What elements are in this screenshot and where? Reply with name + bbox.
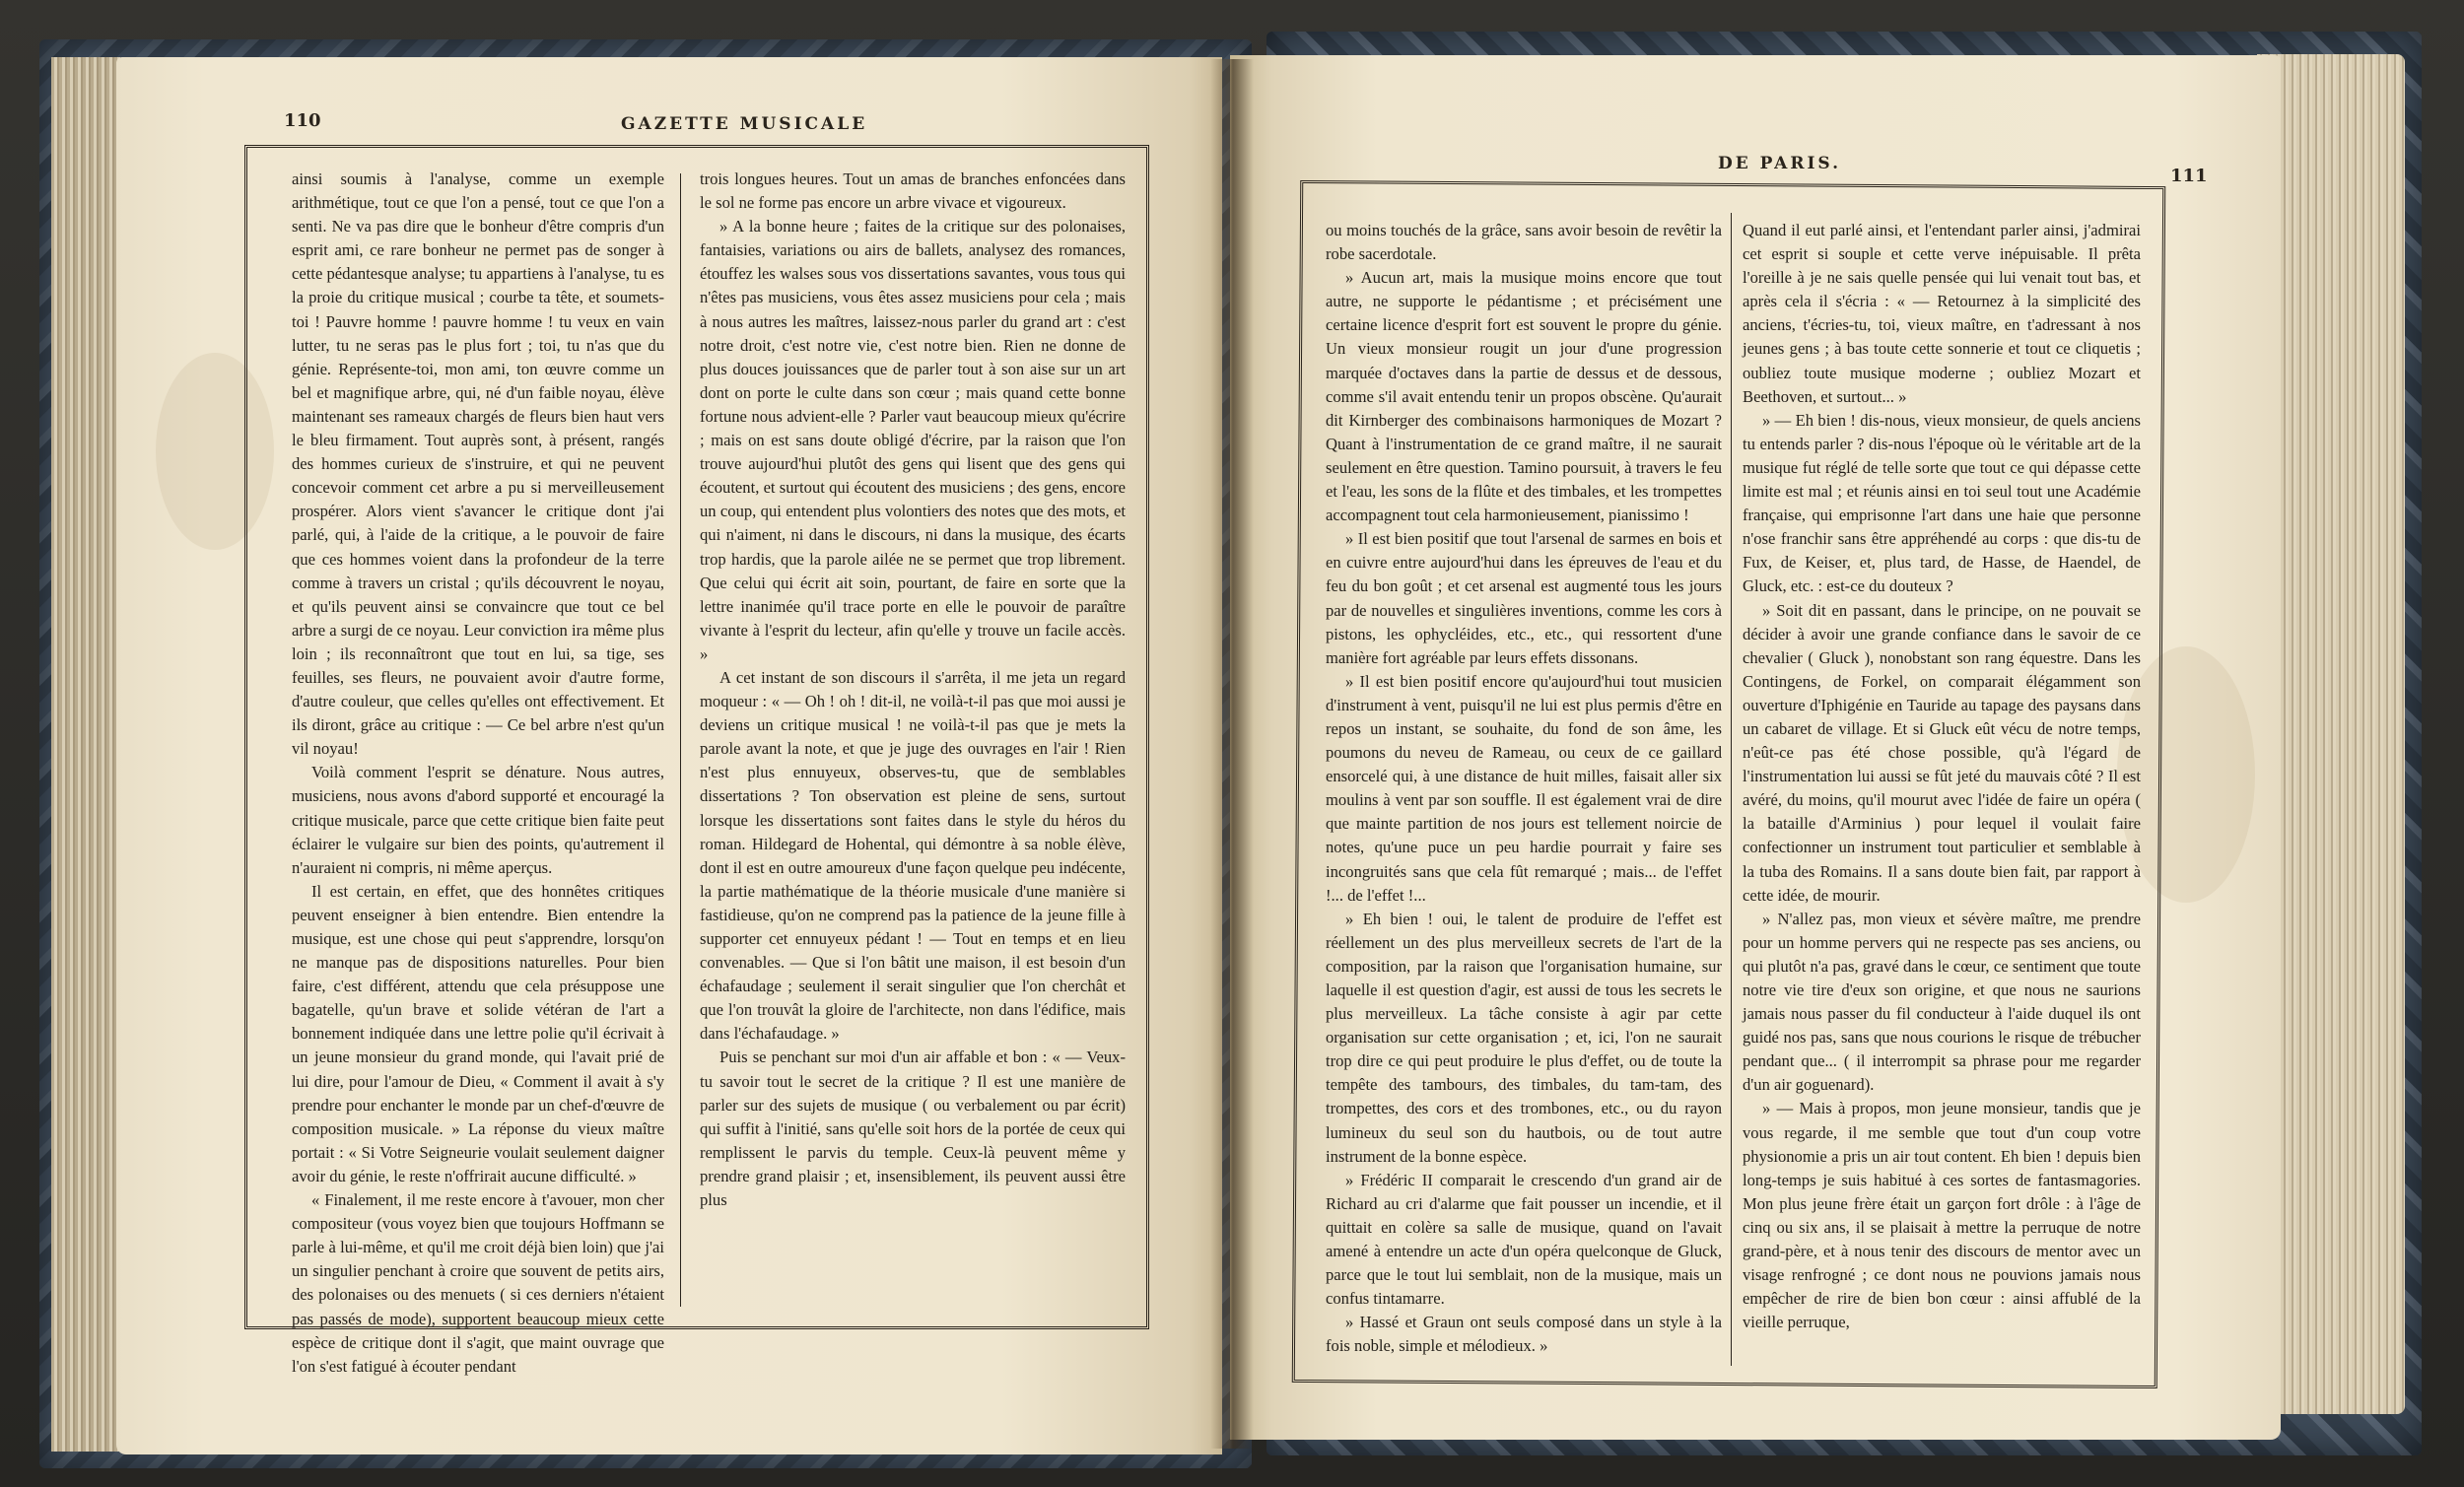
paragraph: Il est certain, en effet, que des honnêtes critiques peuvent enseigner à bien entendre. Bien entendre la musique, est une chose qui peut s'apprendre, lorsqu'on ne manque pas de dispositions naturelles. Pour bien faire, c'est différent, attendu que cela présuppose une bagatelle, qu'un brave et solide vétéran de l'art a bonnement indiquée dans une lettre polie qu'il écrivait à un jeune monsieur du grand monde, qui l'avait prié de lui dire, pour l'amour de Dieu, « Comment il avait à s'y prendre pour enchanter le monde par un chef-d'œuvre de composition musicale. » La réponse du vieux maître portait : « Si Votre Seigneurie voulait seulement daigner avoir du génie, le reste n'offrirait aucune difficulté. » xyxy=(292,881,664,1185)
book-gutter xyxy=(1210,59,1254,1449)
paragraph: ainsi soumis à l'analyse, comme un exemple arithmétique, tout ce que l'on a pensé, tout ce que l'on a senti. Ne va pas dire que le bonheur d'être compris d'un esprit ami, ce rare bonheur ne permet pas de songer à cette pédantesque analyse; tu appartiens à l'analyse, tu es la proie du critique musical ; courbe ta tête, et soumets-toi ! Pauvre homme ! pauvre homme ! tu veux en vain lutter, tu ne seras pas le plus fort ; toi, tu n'as que du génie. Représente-toi, mon ami, ton œuvre comme un bel et magnifique arbre, qui, né d'un faible noyau, élève maintenant ses rameaux chargés de fleurs bien haut vers le bleu firmament. Tout auprès sont, à présent, rangés des hommes curieux de s'instruire, et qui ne peuvent concevoir comment cet arbre a pu si merveilleusement prospérer. Alors vient s'avancer le critique dont j'ai parlé, qui, à l'aide de la critique, a le pouvoir de faire que ces hommes voient dans la profondeur de la terre comme à travers un cristal ; qu'ils découvrent le noyau, et qu'ils peuvent ainsi se convaincre que tout ce bel arbre a surgi de ce noyau. Leur conviction ira même plus loin ; ils reconnaîtront que tout en lui, sa tige, ses feuilles, ses fleurs, ne pouvaient avoir d'autre forme, d'autre couleur, que celles qu'elles ont effectivement. Et ils diront, grâce au critique : — Ce bel arbre n'est qu'un vil noyau! xyxy=(292,169,664,759)
right-running-title: DE PARIS. xyxy=(1718,154,1842,173)
left-page-column-2 xyxy=(700,168,1126,1309)
right-column-rule xyxy=(1731,213,1732,1366)
paragraph: Voilà comment l'esprit se dénature. Nous autres, musiciens, nous avons d'abord supporté et encouragé la critique musicale, parce que cette critique bien faite peut éclairer le vulgaire sur bien des points, qu'autrement il n'auraient ni compris, ni même aperçus. xyxy=(292,763,664,877)
paragraph: » A la bonne heure ; faites de la critique sur des polonaises, fantaisies, variations ou airs de ballets, analysez des romances, étouffez les walses sous vos dissertations savantes, vous tous qui n'êtes pas musiciens, vous êtes assez musiciens pour cela ; mais à nous autres les maîtres, laissez-nous parler du grand art : c'est notre droit, c'est notre vie, c'est notre bien. Rien ne donne de plus douces jouissances que de parler tout à son aise sur un art dont on porte le culte dans son cœur ; mais quand cette bonne fortune nous advient-elle ? Parler vaut beaucoup mieux qu'écrire ; mais on est sans doute obligé d'écrire, par la raison que l'on trouve aujourd'hui plutôt des gens qui lisent que des gens qui écoutent, et surtout qui écoutent des musiciens ; des gens, encore un coup, qui entendent plus volontiers des notes que des mots, et qui n'aiment, ni dans le discours, ni dans la musique, des écarts trop hardis, que la parole ailée ne se permet que trop librement. Que celui qui écrit ait soin, pourtant, de faire en sorte que la lettre inanimée qu'il trace porte en elle le pouvoir de paraître vivante à l'esprit du lecteur, afin qu'elle y trouve un facile accès. » xyxy=(700,217,1126,663)
paragraph: » Soit dit en passant, dans le principe, on ne pouvait se décider à avoir une grande confiance dans le savoir de ce chevalier ( Gluck ), nonobstant son rang équestre. Dans les Contingens, de Forkel, on comparait élégamment son ouverture d'Iphigénie en Tauride au tapage des paysans dans un cabaret de village. Et si Gluck eût vécu de notre temps, n'eût-ce pas été chose possible, qu'à l'égard de l'instrumentation lui aussi se fût jeté du mauvais côté ? Il est avéré, du moins, qu'il mourut avec l'idée de faire un opéra ( la bataille d'Arminius ) pour lequel il voulait faire confectionner un instrument tout particulier et semblable à la tuba des Romains. Il a sans doute bien fait, par rapport à cette idée, de mourir. xyxy=(1743,600,2141,905)
paragraph: » N'allez pas, mon vieux et sévère maître, me prendre pour un homme pervers qui ne respecte pas ses anciens, ou qui plutôt n'a pas, gravé dans le cœur, ce sentiment que toute notre vie tire d'eux son origine, et que nous ne saurions jamais nous passer du fil conducteur à l'aide duquel ils ont guidé nos pas, sans que nous courions le risque de trébucher pendant que... ( il interrompit sa phrase pour me regarder d'un air goguenard). xyxy=(1743,909,2141,1095)
left-running-title: GAZETTE MUSICALE xyxy=(621,114,868,134)
paragraph: » Hassé et Graun ont seuls composé dans un style à la fois noble, simple et mélodieux. » xyxy=(1326,1313,1722,1356)
paragraph: » Frédéric II comparait le crescendo d'un grand air de Richard au cri d'alarme que fait pousser un incendie, et il quittait en colère sa salle de musique, quand on l'avait amené à entendre un acte d'un opéra quelconque de Gluck, parce que le tout lui semblait, non de la musique, mais un confus tintamarre. xyxy=(1326,1170,1722,1309)
paragraph: Puis se penchant sur moi d'un air affable et bon : « — Veux-tu savoir tout le secret de la critique ? Il est une manière de parler sur des sujets de musique ( ou verbalement ou par écrit) qui suffit à l'initié, sans qu'elle soit hors de la portée de ceux qui remplissent le parvis du temple. Ceux-là peuvent même y prendre grand plaisir ; et, insensiblement, ils peuvent aussi être plus xyxy=(700,1048,1126,1210)
paragraph: » Il est bien positif encore qu'aujourd'hui tout musicien d'instrument à vent, puisqu'il ne lui est plus permis d'être en repos un instant, se souhaite, du fond de son âme, les poumons du neveu de Rameau, ou ceux de ce gaillard ensorcelé qui, à une distance de huit milles, faisait aller six moulins à vent par son souffle. Il est également vrai de dire que mainte partition de nos jours est tellement noircie de notes, qu'une puce un peu hardie pourrait y faire ses incongruités sans que cela fût remarqué ; mais... de l'effet !... de l'effet !... xyxy=(1326,671,1722,905)
left-page-column-1 xyxy=(292,168,664,1376)
left-page-number: 110 xyxy=(284,110,321,131)
paragraph: » — Mais à propos, mon jeune monsieur, tandis que je vous regarde, il me semble que tout d'un coup votre physionomie a pris un air tout content. Eh bien ! depuis bien long-temps je suis habitué à ces sortes de fantasmagories. Mon plus jeune frère était un garçon fort drôle : à l'âge de cinq ou six ans, il se plaisait à mettre la perruque de notre grand-père, et à nous tenir des discours de mentor avec un visage renfrogné ; ce dont nous ne pouvions jamais nous empêcher de rire de bien bon cœur : ainsi affublé de la vieille perruque, xyxy=(1743,1099,2141,1332)
page-edges-left xyxy=(51,57,120,1452)
right-page-column-1 xyxy=(1326,219,1722,1372)
paragraph: » Aucun art, mais la musique moins encore que tout autre, ne supporte le pédantisme ; et précisément une certaine licence d'esprit fort est souvent le propre du génie. Un vieux monsieur rougit un jour d'une progression marquée d'octaves dans la partie de dessus et de dessous, comme s'il avait entendu tenir un propos obscène. Qu'aurait dit Kirnberger des combinaisons harmoniques de Mozart ? Quant à l'instrumentation de ce grand maître, il ne saurait seulement en être question. Tamino poursuit, à travers le feu et l'eau, les sons de la flûte et des timbales, et les trompettes accompagnent tout cela harmonieusement, pianissimo ! xyxy=(1326,268,1722,525)
paragraph: A cet instant de son discours il s'arrêta, il me jeta un regard moqueur : « — Oh ! oh ! dit-il, ne voilà-t-il pas que moi aussi je deviens un critique musical ! ne voilà-t-il pas que je mets la parole avant la note, et que je juge des ouvrages en l'air ! Rien n'est plus ennuyeux, observes-tu, que de semblables dissertations ? Ton observation est pleine de sens, surtout lorsque les dissertations sont faites dans le style du héros du roman. Hildegard de Hohental, qui démontre à sa noble élève, dont il est en outre amoureux d'une façon quelque peu indécente, la partie mathématique de la théorie musicale d'une manière si fastidieuse, qu'on ne comprend pas la patience de la jeune fille à supporter cet ennuyeux pédant ! — Tout en temps et en lieu convenables. — Que si l'on bâtit une maison, il est besoin d'un échafaudage ; seulement il serait singulier que l'on cherchât et que l'on trouvât la gloire de l'architecte, non dans l'édifice, mais dans l'échafaudage. » xyxy=(700,667,1126,1044)
paragraph: Quand il eut parlé ainsi, et l'entendant parler ainsi, j'admirai cet esprit si souple et cette verve inépuisable. Il prêta l'oreille à je ne sais quelle pensée qui lui venait tout bas, et après cela il s'écria : « — Retournez à la simplicité des anciens, t'écries-tu, toi, vieux maître, en t'adressant à nos jeunes gens ; à bas toute cette sonnerie et tout ce cliquetis ; oubliez toute musique moderne ; oubliez Mozart et Beethoven, et surtout... » xyxy=(1743,221,2141,406)
left-column-rule xyxy=(680,173,681,1307)
right-page-number: 111 xyxy=(2170,166,2208,186)
paragraph: » Eh bien ! oui, le talent de produire de l'effet est réellement un des plus merveilleux secrets de l'art de la composition, par la raison que l'organisation humaine, sur laquelle il est question d'agir, est aussi de tous les secrets le plus merveilleux. La tâche consiste à agir par cette organisation sur cette organisation ; et, ici, l'on ne saurait trop dire ce qui peut produire le plus d'effet, ou de toute la tempête des tambours, des timbales, du tam-tam, des trompettes, des cors et des trombones, etc., ou du rayon lumineux du seul son du hautbois, ou de tout autre instrument de la bonne espèce. xyxy=(1326,909,1722,1166)
paragraph: « Finalement, il me reste encore à t'avouer, mon cher compositeur (vous voyez bien que toujours Hoffmann se parle à lui-même, et qu'il me croit déjà bien loin) que j'ai un singulier penchant à croire que souvent de petits airs, des polonaises ou des menuets ( si ces derniers n'étaient pas passés de mode), supportent beaucoup mieux cette espèce de critique dont il s'agit, que maint ouvrage que l'on s'est fatigué à écouter pendant xyxy=(292,1190,664,1376)
paragraph: » Il est bien positif que tout l'arsenal de sarmes en bois et en cuivre entre aujourd'hui dans les épreuves de l'eau et du feu du bon goût ; et cet arsenal est augmenté tous les jours par de nouvelles et singulières inventions, comme les cors à pistons, les ophycléides, etc., etc., qui ressortent d'une manière fort agréable par leurs effets dissonans. xyxy=(1326,529,1722,667)
paragraph: trois longues heures. Tout un amas de branches enfoncées dans le sol ne forme pas encore un arbre vivace et vigoureux. xyxy=(700,169,1126,213)
right-page-column-2 xyxy=(1743,219,2141,1372)
paragraph: ou moins touchés de la grâce, sans avoir besoin de revêtir la robe sacerdotale. xyxy=(1326,221,1722,264)
paragraph: » — Eh bien ! dis-nous, vieux monsieur, de quels anciens tu entends parler ? dis-nous l'époque où le véritable art de la musique fut réglé de telle sorte que tout ce qui dépasse cette limite est mal ; et réunis ainsi en toi seul tout une Académie française, qui emprisonne l'art dans une haie que personne n'ose franchir sans être appréhendé au corps : que dis-tu de Fux, de Keiser, et, plus tard, de Hasse, de Haendel, de Gluck, etc. : est-ce du douteux ? xyxy=(1743,410,2141,596)
